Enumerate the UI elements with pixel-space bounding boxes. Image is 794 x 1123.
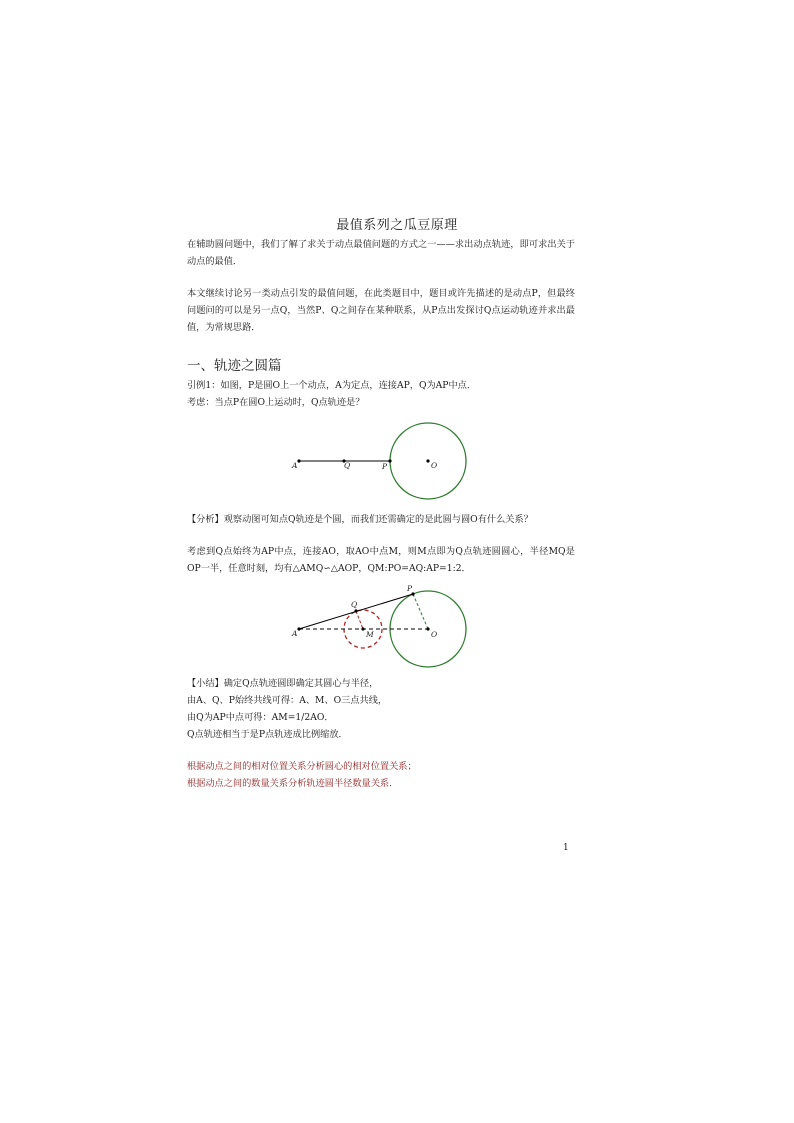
summary-line-4: Q点轨迹相当于是P点轨迹成比例缩放． bbox=[187, 729, 348, 740]
point-m bbox=[361, 627, 364, 630]
label-m: M bbox=[366, 630, 374, 639]
label-q: Q bbox=[351, 600, 358, 609]
reasoning-paragraph: 考虑到Q点始终为AP中点，连接AO，取AO中点M，则M点即为Q点轨迹圆圆心，半径MQ是OP一半，任意时刻，均有△AMQ∽△AOP，QM:PO=AQ:AP=1:2． bbox=[187, 546, 575, 574]
segment-op bbox=[413, 594, 428, 629]
example-line-1: 引例1：如图，P是圆O上一个动点，A为定点，连接AP，Q为AP中点． bbox=[187, 380, 477, 391]
summary-line-2: 由A、Q、P始终共线可得：A、M、O三点共线， bbox=[187, 695, 388, 706]
point-q bbox=[354, 609, 357, 612]
segment-mq bbox=[356, 611, 363, 629]
label-a: A bbox=[292, 629, 298, 638]
label-p: P bbox=[407, 584, 413, 593]
point-o bbox=[426, 459, 429, 462]
section-heading: 一、轨迹之圆篇 bbox=[187, 358, 282, 374]
label-o: O bbox=[431, 461, 438, 470]
conclusion-line-1: 根据动点之间的相对位置关系分析圆心的相对位置关系； bbox=[187, 761, 417, 772]
summary-line-1: 【小结】确定Q点轨迹圆即确定其圆心与半径， bbox=[187, 678, 379, 689]
point-a bbox=[297, 459, 300, 462]
intro-paragraph-2: 本文继续讨论另一类动点引发的最值问题，在此类题目中，题目或许先描述的是动点P，但最终问题问的可以是另一点Q，当然P、Q之间存在某种联系，从P点出发探讨Q点运动轨迹并求出最值，为常规思路． bbox=[187, 288, 575, 333]
example-line-2: 考虑：当点P在圆O上运动时，Q点轨迹是？ bbox=[187, 397, 365, 408]
label-q: Q bbox=[344, 461, 351, 470]
label-o: O bbox=[431, 630, 438, 639]
point-o bbox=[426, 627, 429, 630]
figure-1-diagram bbox=[280, 415, 480, 505]
page-number: 1 bbox=[563, 843, 569, 853]
point-a bbox=[297, 627, 300, 630]
analysis-text: 【分析】观察动图可知点Q轨迹是个圆，而我们还需确定的是此圆与圆O有什么关系？ bbox=[187, 514, 533, 525]
label-p: P bbox=[382, 462, 388, 471]
conclusion-line-2: 根据动点之间的数量关系分析轨迹圆半径数量关系． bbox=[187, 778, 399, 789]
page-title: 最值系列之瓜豆原理 bbox=[336, 218, 458, 233]
label-a: A bbox=[292, 461, 298, 470]
figure-2-diagram bbox=[280, 582, 480, 672]
point-p bbox=[388, 459, 391, 462]
intro-paragraph-1: 在辅助圆问题中，我们了解了求关于动点最值问题的方式之一——求出动点轨迹，即可求出关于动点的最值． bbox=[187, 239, 575, 267]
summary-line-3: 由Q为AP中点可得：AM=1/2AO． bbox=[187, 712, 334, 723]
